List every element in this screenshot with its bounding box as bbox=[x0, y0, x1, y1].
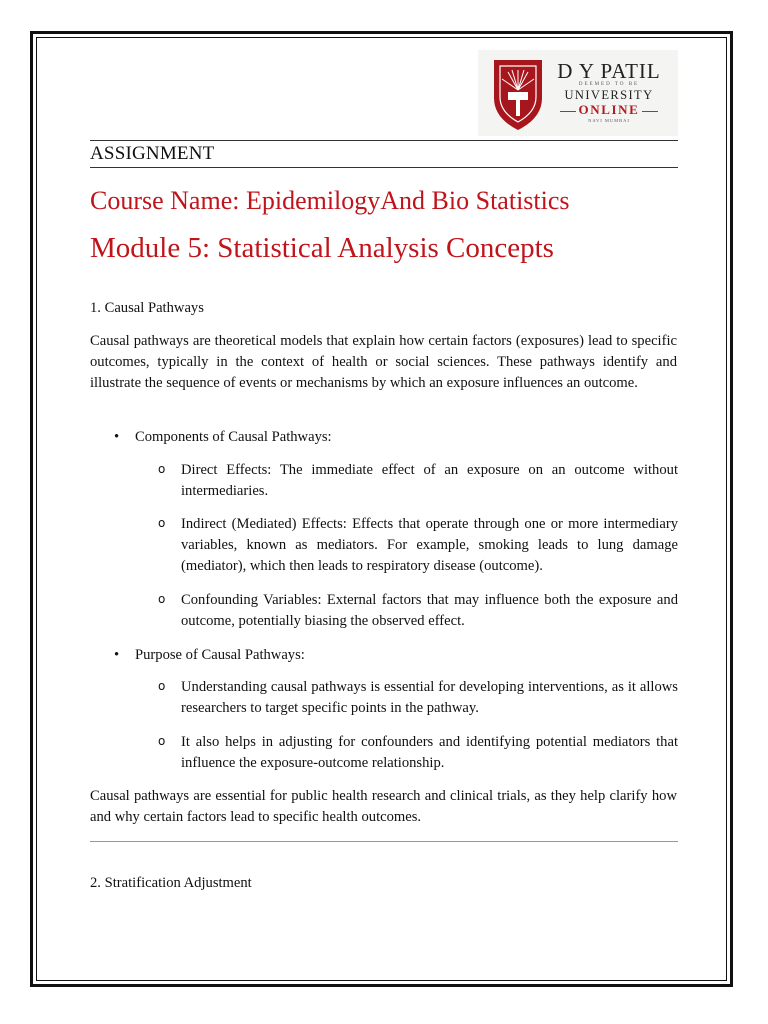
assignment-label: ASSIGNMENT bbox=[90, 143, 215, 164]
purpose-label: Purpose of Causal Pathways: bbox=[135, 647, 305, 663]
section-1-intro-paragraph: Causal pathways are theoretical models that explain how certain factors (exposures) lead to specific outcomes, typically in the context of health or social sciences. These pathways identify and illustrate the sequence of events or mechanisms by which an exposure influences an outcome. bbox=[90, 333, 677, 391]
university-logo bbox=[478, 50, 678, 136]
component-direct-effects: Direct Effects: The immediate effect of an exposure on an outcome without intermediaries. bbox=[181, 462, 678, 499]
bullet-icon: • bbox=[114, 647, 120, 663]
course-name-heading: Course Name: EpidemilogyAnd Bio Statistics bbox=[90, 186, 570, 215]
page-border-inner bbox=[36, 37, 727, 981]
sub-bullet-icon: o bbox=[158, 516, 166, 530]
section-divider bbox=[90, 841, 678, 842]
section-2-title: 2. Stratification Adjustment bbox=[90, 875, 252, 891]
components-label: Components of Causal Pathways: bbox=[135, 429, 332, 445]
shield-emblem-icon bbox=[488, 54, 548, 132]
sub-bullet-icon: o bbox=[158, 592, 166, 606]
component-indirect-effects: Indirect (Mediated) Effects: Effects that operate through one or more intermediary variables, known as mediators. For example, smoking leads to lung damage (mediator), which then leads to respiratory disease (outcome). bbox=[181, 516, 678, 574]
bullet-icon: • bbox=[114, 429, 120, 445]
purpose-confounders: It also helps in adjusting for confounders and identifying potential mediators that influence the exposure-outcome relationship. bbox=[181, 734, 678, 771]
logo-tagline: DEEMED TO BE bbox=[578, 82, 640, 87]
logo-online-label: ONLINE bbox=[578, 102, 640, 117]
sub-bullet-icon: o bbox=[158, 734, 166, 748]
header-rule-bottom bbox=[90, 167, 678, 168]
logo-location: NAVI MUMBAI bbox=[588, 118, 630, 123]
section-1-conclusion-paragraph: Causal pathways are essential for public health research and clinical trials, as they help clarify how and why certain factors lead to specific health outcomes. bbox=[90, 788, 677, 825]
module-heading: Module 5: Statistical Analysis Concepts bbox=[90, 232, 554, 264]
section-1-title: 1. Causal Pathways bbox=[90, 300, 204, 316]
purpose-interventions: Understanding causal pathways is essential for developing interventions, as it allows researchers to target specific points in the pathway. bbox=[181, 679, 678, 716]
logo-name: D Y PATIL bbox=[557, 59, 661, 83]
sub-bullet-icon: o bbox=[158, 679, 166, 693]
sub-bullet-icon: o bbox=[158, 462, 166, 476]
logo-university: UNIVERSITY bbox=[564, 88, 654, 102]
logo-online bbox=[550, 102, 668, 118]
component-confounding-variables: Confounding Variables: External factors that may influence both the exposure and outcome, potentially biasing the observed effect. bbox=[181, 592, 678, 629]
header-rule-top bbox=[90, 140, 678, 141]
